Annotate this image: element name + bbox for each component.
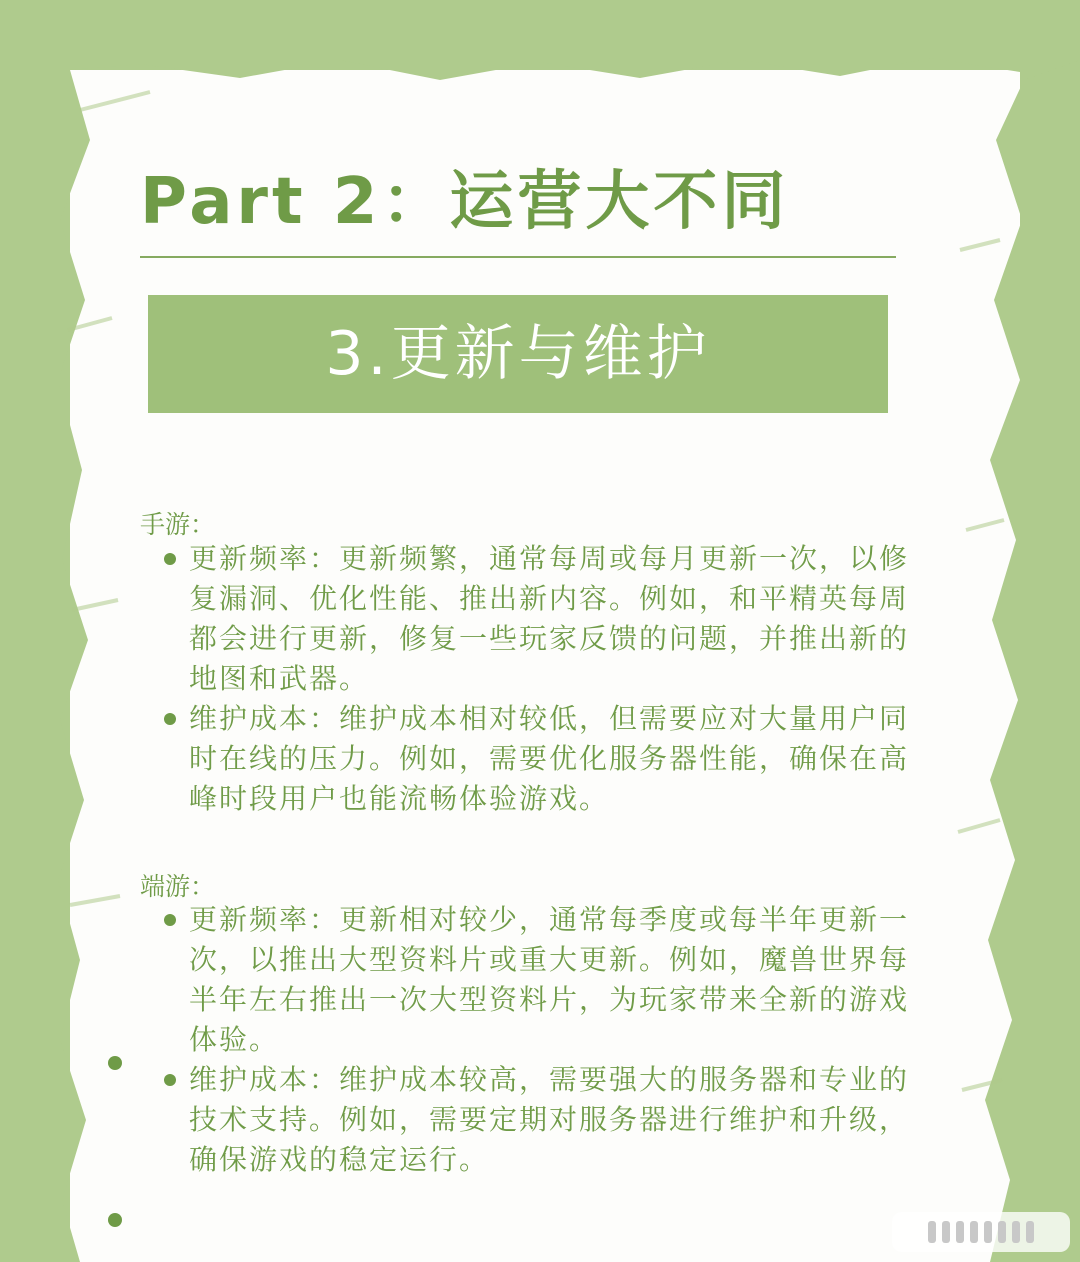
list-item-pc-update: 更新频率：更新相对较少，通常每季度或每半年更新一次，以推出大型资料片或重大更新。例如，魔兽世界每半年左右推出一次大型资料片，为玩家带来全新的游戏体验。 [189, 903, 910, 1056]
group-label-pc: 端游： [140, 872, 216, 901]
group-label-mobile: 手游： [140, 510, 216, 539]
bullet-icon [164, 713, 176, 725]
section-heading: 3.更新与维护 [148, 295, 888, 413]
title-divider [140, 256, 896, 258]
watermark-badge [892, 1212, 1070, 1252]
bullet-icon [164, 553, 176, 565]
list-item-mobile-update: 更新频率：更新频繁，通常每周或每月更新一次，以修复漏洞、优化性能、推出新内容。例如，和平精英每周都会进行更新，修复一些玩家反馈的问题，并推出新的地图和武器。 [189, 542, 910, 695]
page-title: Part 2：运营大不同 [140, 165, 790, 239]
decorative-dot [108, 1056, 122, 1070]
bullet-icon [164, 1074, 176, 1086]
decorative-dot [108, 1213, 122, 1227]
list-item-pc-maintenance: 维护成本：维护成本较高，需要强大的服务器和专业的技术支持。例如，需要定期对服务器进行维护和升级，确保游戏的稳定运行。 [189, 1063, 910, 1176]
list-item-mobile-maintenance: 维护成本：维护成本相对较低，但需要应对大量用户同时在线的压力。例如，需要优化服务器性能，确保在高峰时段用户也能流畅体验游戏。 [189, 702, 910, 815]
bullet-icon [164, 914, 176, 926]
